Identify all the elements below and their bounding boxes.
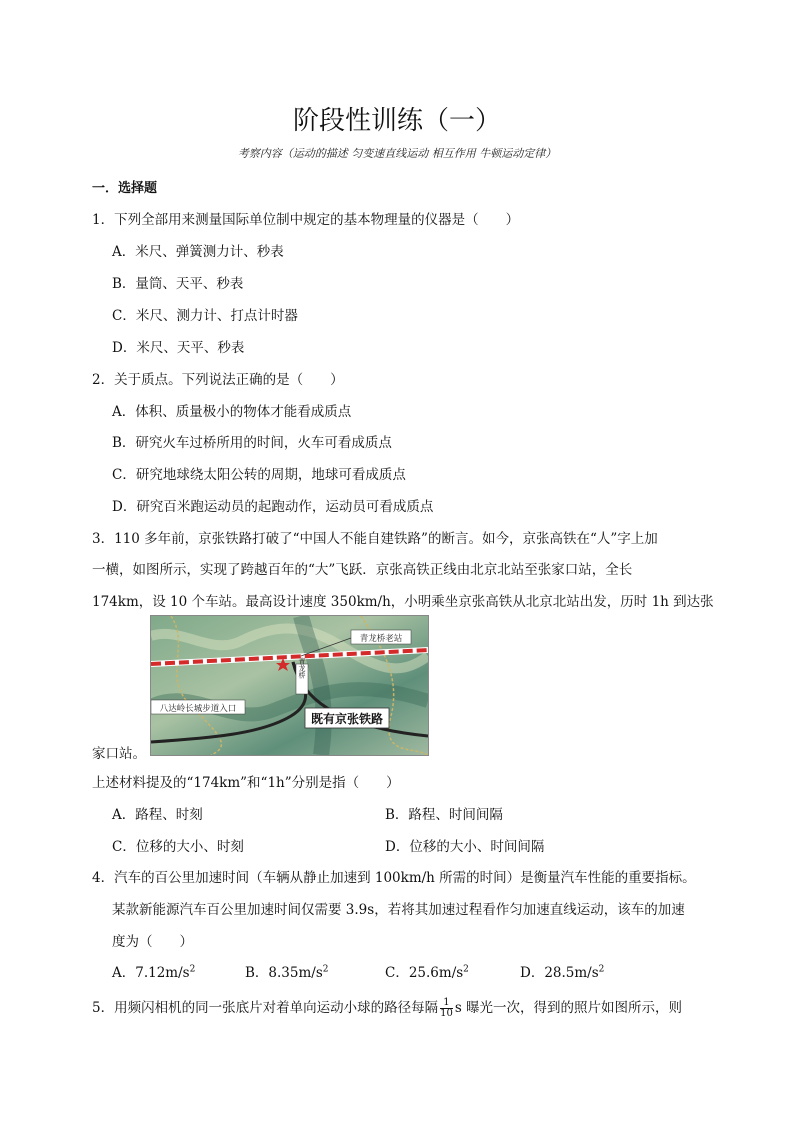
q3-line-2: 一横，如图所示，实现了跨越百年的“大”飞跃．京张高铁正线由北京北站至张家口站，全长 — [92, 562, 633, 578]
q2-option-a: A．体积、质量极小的物体才能看成质点 — [112, 404, 352, 420]
q4-option-b: B．$8.35m/s^2$ — [245, 964, 329, 981]
q1-option-a: A．米尺、弹簧测力计、秒表 — [112, 244, 284, 260]
map-label-entrance: 八达岭长城步道入口 — [159, 704, 237, 714]
map-label-railway: 既有京张铁路 — [310, 712, 384, 726]
fraction: $\frac{1}{10}$ — [440, 997, 453, 1019]
q3-line-4: 家口站。 — [92, 746, 146, 762]
q3-option-a: A．路程、时刻 — [112, 807, 203, 823]
q4-option-c: C．$25.6m/s^2$ — [385, 964, 469, 981]
section-heading: 一．选择题 — [92, 181, 158, 196]
q4-option-a: A．$7.12m/s^2$ — [112, 964, 196, 981]
railway-map-svg — [151, 616, 428, 755]
q4-line-1: 4．汽车的百公里加速时间（车辆从静止加速到 100km/h 所需的时间）是衡量汽车性能的重要指标。 — [92, 870, 696, 886]
q1-option-d: D．米尺、天平、秒表 — [112, 340, 245, 356]
railway-map-image — [150, 615, 429, 756]
q2-option-d: D．研究百米跑运动员的起跑动作，运动员可看成质点 — [112, 499, 434, 515]
map-label-vertical: 青龙桥 — [298, 657, 306, 679]
page-subtitle: 考察内容（运动的描述 匀变速直线运动 相互作用 牛顿运动定律） — [237, 147, 557, 160]
q3-option-b: B．路程、时间间隔 — [385, 807, 503, 823]
q1-option-b: B．量筒、天平、秒表 — [112, 276, 244, 292]
q2-stem: 2．关于质点。下列说法正确的是（ ） — [92, 372, 344, 388]
q4-line-2: 某款新能源汽车百公里加速时间仅需要 3.9s，若将其加速过程看作匀加速直线运动，该车的加速 — [112, 902, 685, 918]
q3-line-1: 3．110 多年前，京张铁路打破了“中国人不能自建铁路”的断言。如今，京张高铁在“人”字上加 — [92, 531, 658, 547]
map-label-station: 青龙桥老站 — [359, 634, 403, 644]
q3-line-5: 上述材料提及的“174km”和“1h”分别是指（ ） — [92, 775, 400, 791]
page-title: 阶段性训练（一） — [292, 106, 501, 136]
q1-option-c: C．米尺、测力计、打点计时器 — [112, 308, 298, 324]
q2-option-c: C．研究地球绕太阳公转的周期，地球可看成质点 — [112, 467, 406, 483]
q4-option-d: D．$28.5m/s^2$ — [520, 964, 605, 981]
q2-option-b: B．研究火车过桥所用的时间，火车可看成质点 — [112, 435, 392, 451]
q4-line-3: 度为（ ） — [112, 934, 193, 950]
q1-stem: 1．下列全部用来测量国际单位制中规定的基本物理量的仪器是（ ） — [92, 212, 520, 228]
q3-option-d: D．位移的大小、时间间隔 — [385, 839, 545, 855]
q3-line-3: 174km，设 10 个车站。最高设计速度 350km/h，小明乘坐京张高铁从北京北站出发，历时 1h 到达张 — [92, 594, 714, 610]
q5-stem: 5．用频闪相机的同一张底片对着单向运动小球的路径每隔 $\frac{1}{10}$ s 曝光一次，得到的照片如图所示，则 — [92, 997, 683, 1019]
q3-option-c: C．位移的大小、时刻 — [112, 839, 244, 855]
